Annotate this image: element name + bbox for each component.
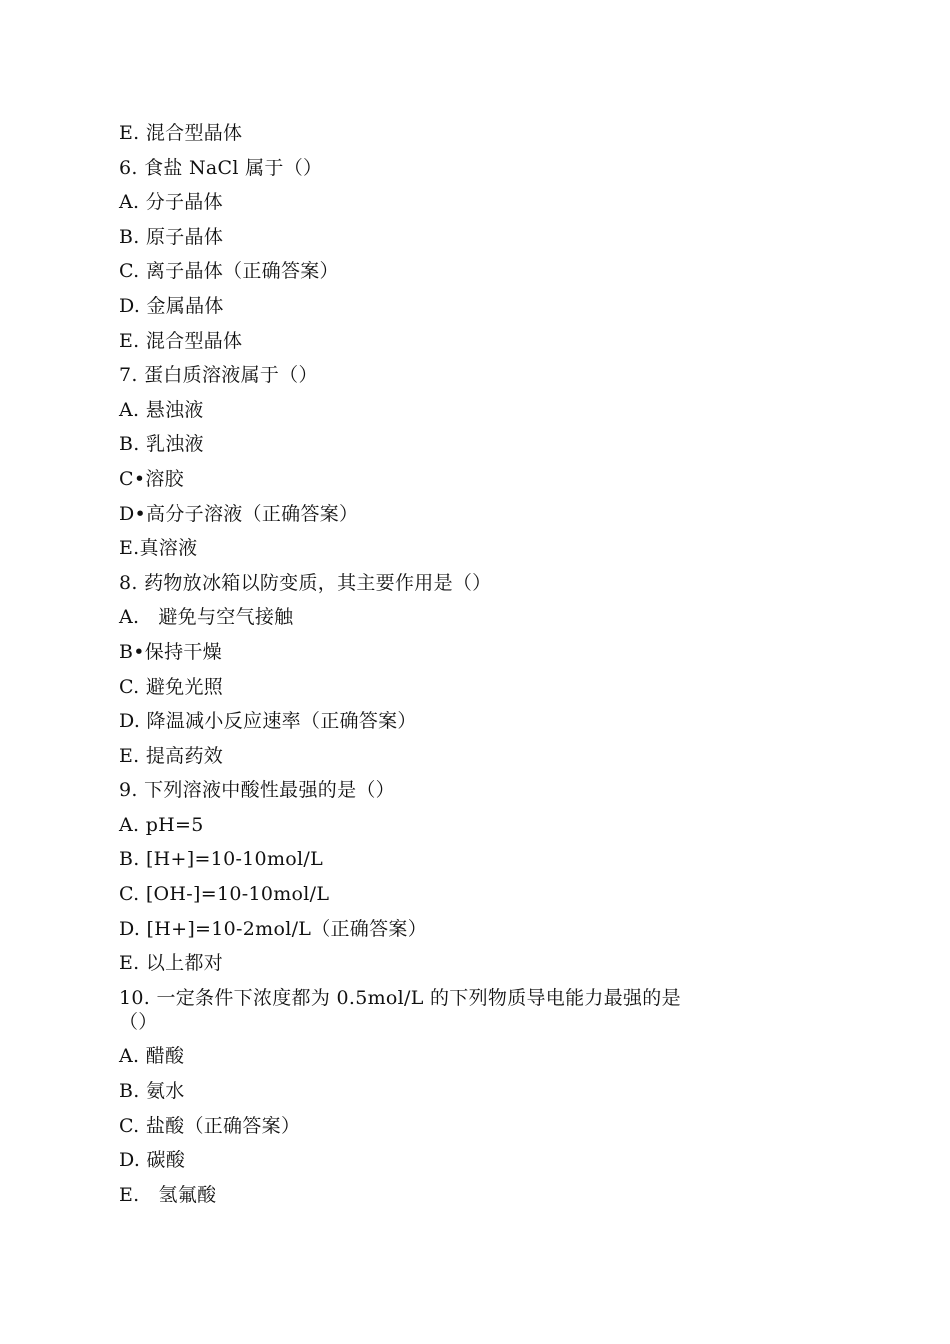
option-6c: C. 离子晶体（正确答案） [119, 260, 339, 283]
option-9c: C. [OH-]=10-10mol/L [119, 883, 330, 906]
option-8d: D. 降温减小反应速率（正确答案） [119, 710, 417, 733]
option-7c: C•溶胶 [119, 467, 184, 490]
option-10e: E. 氢氟酸 [119, 1183, 217, 1206]
option-9a: A. pH=5 [119, 813, 204, 836]
option-7a: A. 悬浊液 [119, 398, 204, 421]
option-10d: D. 碳酸 [119, 1149, 186, 1172]
option-6b: B. 原子晶体 [119, 225, 224, 248]
option-8c: C. 避免光照 [119, 675, 224, 698]
option-10b: B. 氨水 [119, 1080, 185, 1103]
option-8b: B•保持干燥 [119, 640, 222, 663]
option-7b: B. 乳浊液 [119, 433, 204, 456]
option-6a: A. 分子晶体 [119, 191, 223, 214]
option-8e: E. 提高药效 [119, 744, 224, 767]
question-9: 9. 下列溶液中酸性最强的是（） [119, 779, 395, 802]
question-7: 7. 蛋白质溶液属于（） [119, 364, 318, 387]
option-6d: D. 金属晶体 [119, 294, 224, 317]
option-9e: E. 以上都对 [119, 952, 224, 975]
option-5e: E. 混合型晶体 [119, 122, 243, 144]
option-8a: A. 避免与空气接触 [119, 606, 294, 629]
option-10a: A. 醋酸 [119, 1045, 185, 1068]
option-7d: D•高分子溶液（正确答案） [119, 502, 359, 525]
question-list [119, 116, 719, 1212]
option-6e: E. 混合型晶体 [119, 329, 243, 352]
option-9b: B. [H+]=10-10mol/L [119, 848, 323, 871]
question-8: 8. 药物放冰箱以防变质，其主要作用是（） [119, 571, 492, 594]
option-7e: E.真溶液 [119, 537, 198, 560]
question-10: 10. 一定条件下浓度都为 0.5mol/L 的下列物质导电能力最强的是（） [119, 986, 681, 1033]
option-9d: D. [H+]=10-2mol/L（正确答案） [119, 917, 428, 940]
option-10c: C. 盐酸（正确答案） [119, 1114, 301, 1137]
question-6: 6. 食盐 NaCl 属于（） [119, 156, 323, 179]
